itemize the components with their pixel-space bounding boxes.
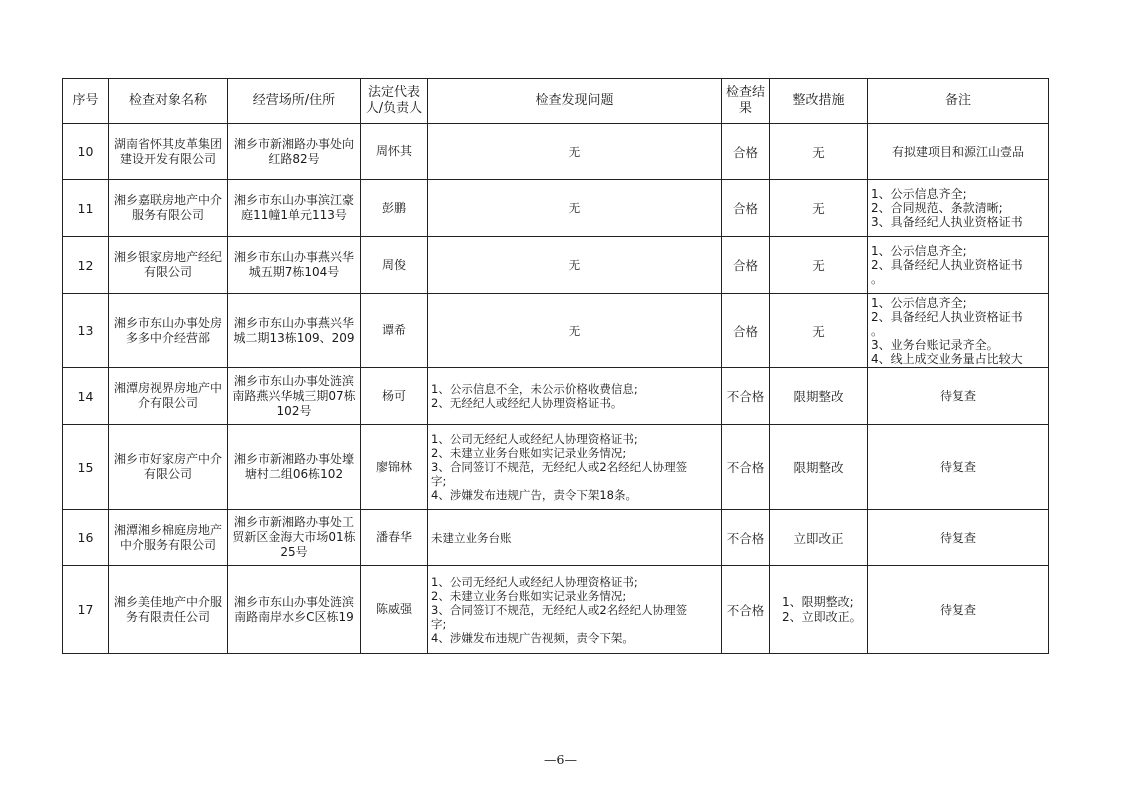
cell-result: 不合格 bbox=[722, 510, 770, 566]
fix-line: 无 bbox=[812, 144, 825, 160]
header-representative: 法定代表人/负责人 bbox=[361, 79, 428, 124]
table-row bbox=[63, 510, 1049, 566]
remarks-list bbox=[871, 187, 1045, 229]
issue-line: 无 bbox=[568, 258, 581, 272]
table-row bbox=[63, 180, 1049, 237]
cell-result: 不合格 bbox=[722, 425, 770, 510]
cell-result: 合格 bbox=[722, 124, 770, 180]
note-line: 2、合同规范、条款清晰; bbox=[871, 201, 1003, 215]
cell-representative: 谭希 bbox=[361, 294, 428, 368]
cell-seq: 14 bbox=[63, 368, 109, 425]
fix-line: 无 bbox=[812, 323, 825, 339]
cell-rectification bbox=[770, 124, 868, 180]
issue-line: 3、合同签订不规范，无经纪人或2名经纪人协理签 bbox=[431, 602, 688, 617]
header-issues: 检查发现问题 bbox=[428, 79, 722, 124]
cell-result: 合格 bbox=[722, 180, 770, 237]
cell-issues bbox=[428, 180, 722, 237]
cell-representative: 周怀其 bbox=[361, 124, 428, 180]
note-line: 待复查 bbox=[939, 602, 976, 617]
cell-issues bbox=[428, 368, 722, 425]
note-line: 。 bbox=[871, 272, 884, 286]
header-rectification: 整改措施 bbox=[770, 79, 868, 124]
cell-seq: 16 bbox=[63, 510, 109, 566]
header-remarks: 备注 bbox=[868, 79, 1049, 124]
cell-issues bbox=[428, 294, 722, 368]
issue-line: 字; bbox=[431, 474, 447, 488]
table-row bbox=[63, 368, 1049, 425]
cell-representative: 潘春华 bbox=[361, 510, 428, 566]
page-number: —6— bbox=[544, 752, 577, 767]
cell-rectification bbox=[770, 566, 868, 654]
cell-seq: 17 bbox=[63, 566, 109, 654]
note-line: 待复查 bbox=[939, 389, 976, 403]
cell-issues bbox=[428, 425, 722, 510]
note-line: 待复查 bbox=[939, 530, 976, 545]
cell-result: 不合格 bbox=[722, 368, 770, 425]
table-row bbox=[63, 425, 1049, 510]
note-line: 1、公示信息齐全; bbox=[871, 295, 967, 310]
cell-representative: 杨可 bbox=[361, 368, 428, 425]
cell-representative: 陈威强 bbox=[361, 566, 428, 654]
note-line: 3、业务台账记录齐全。 bbox=[871, 337, 999, 352]
cell-rectification bbox=[770, 425, 868, 510]
issue-line: 无 bbox=[568, 323, 581, 338]
cell-name: 湘乡市东山办事处房多多中介经营部 bbox=[109, 294, 228, 368]
cell-issues bbox=[428, 510, 722, 566]
table-row bbox=[63, 237, 1049, 294]
fix-line: 无 bbox=[812, 201, 825, 216]
remarks-list bbox=[871, 244, 1045, 286]
cell-rectification bbox=[770, 180, 868, 237]
cell-result: 合格 bbox=[722, 294, 770, 368]
cell-name: 湘乡银家房地产经纪有限公司 bbox=[109, 237, 228, 294]
cell-seq: 15 bbox=[63, 425, 109, 510]
issue-line: 4、涉嫌发布违规广告视频，责令下架。 bbox=[431, 630, 634, 645]
issue-line: 2、未建立业务台账如实记录业务情况; bbox=[431, 446, 627, 460]
note-line: 3、具备经纪人执业资格证书 bbox=[871, 215, 1023, 229]
fix-line: 限期整改 bbox=[793, 389, 844, 404]
note-line: 有拟建项目和源江山壹品 bbox=[891, 144, 1024, 159]
table-header-row bbox=[63, 79, 1049, 124]
fix-line: 限期整改 bbox=[793, 460, 844, 475]
cell-result: 不合格 bbox=[722, 566, 770, 654]
note-line: 2、具备经纪人执业资格证书 bbox=[871, 309, 1023, 324]
cell-seq: 11 bbox=[63, 180, 109, 237]
cell-rectification bbox=[770, 237, 868, 294]
note-line: 2、具备经纪人执业资格证书 bbox=[871, 258, 1023, 272]
note-line: 4、线上成交业务量占比较大 bbox=[871, 351, 1023, 366]
note-line: 1、公示信息齐全; bbox=[871, 187, 967, 201]
remarks-list bbox=[871, 296, 1045, 366]
cell-representative: 廖锦林 bbox=[361, 425, 428, 510]
cell-remarks bbox=[868, 510, 1049, 566]
cell-remarks bbox=[868, 566, 1049, 654]
cell-address: 湘乡市新湘路办事处壕塘村二组06栋102 bbox=[228, 425, 361, 510]
issue-line: 3、合同签订不规范，无经纪人或2名经纪人协理签 bbox=[431, 460, 688, 474]
cell-seq: 10 bbox=[63, 124, 109, 180]
fix-line: 立即改正 bbox=[793, 530, 844, 546]
cell-issues bbox=[428, 566, 722, 654]
cell-result: 合格 bbox=[722, 237, 770, 294]
table-row bbox=[63, 566, 1049, 654]
issue-line: 2、未建立业务台账如实记录业务情况; bbox=[431, 588, 627, 603]
cell-name: 湖南省怀其皮革集团建设开发有限公司 bbox=[109, 124, 228, 180]
cell-issues bbox=[428, 124, 722, 180]
header-name: 检查对象名称 bbox=[109, 79, 228, 124]
table-body bbox=[63, 124, 1049, 654]
cell-rectification bbox=[770, 510, 868, 566]
cell-seq: 12 bbox=[63, 237, 109, 294]
cell-seq: 13 bbox=[63, 294, 109, 368]
cell-address: 湘乡市东山办事处涟滨南路南岸水乡C区栋19 bbox=[228, 566, 361, 654]
fix-line: 无 bbox=[812, 258, 825, 273]
issue-line: 无 bbox=[568, 144, 581, 159]
note-line: 待复查 bbox=[939, 460, 976, 474]
cell-address: 湘乡市东山办事燕兴华城五期7栋104号 bbox=[228, 237, 361, 294]
cell-remarks bbox=[868, 180, 1049, 237]
cell-rectification bbox=[770, 368, 868, 425]
cell-remarks bbox=[868, 368, 1049, 425]
note-line: 1、公示信息齐全; bbox=[871, 244, 967, 258]
cell-name: 湘乡市好家房产中介有限公司 bbox=[109, 425, 228, 510]
cell-remarks bbox=[868, 124, 1049, 180]
issue-line: 2、无经纪人或经纪人协理资格证书。 bbox=[431, 396, 623, 410]
fix-line: 2、立即改正。 bbox=[782, 609, 862, 624]
cell-address: 湘乡市东山办事滨江豪庭11幢1单元113号 bbox=[228, 180, 361, 237]
issue-line: 4、涉嫌发布违规广告，责令下架18条。 bbox=[431, 488, 637, 502]
header-seq: 序号 bbox=[63, 79, 109, 124]
cell-address: 湘乡市东山办事处涟滨南路燕兴华城三期07栋102号 bbox=[228, 368, 361, 425]
cell-representative: 彭鹏 bbox=[361, 180, 428, 237]
cell-representative: 周俊 bbox=[361, 237, 428, 294]
issue-line: 未建立业务台账 bbox=[431, 530, 512, 545]
issue-line: 1、公司无经纪人或经纪人协理资格证书; bbox=[431, 574, 638, 589]
cell-remarks bbox=[868, 425, 1049, 510]
header-result: 检查结果 bbox=[722, 79, 770, 124]
cell-address: 湘乡市新湘路办事处工贸新区金海大市场01栋25号 bbox=[228, 510, 361, 566]
cell-name: 湘潭房视界房地产中介有限公司 bbox=[109, 368, 228, 425]
cell-remarks bbox=[868, 237, 1049, 294]
cell-address: 湘乡市东山办事燕兴华城二期13栋109、209 bbox=[228, 294, 361, 368]
header-address: 经营场所/住所 bbox=[228, 79, 361, 124]
table-row bbox=[63, 294, 1049, 368]
issue-line: 无 bbox=[568, 201, 581, 215]
cell-name: 湘乡美佳地产中介服务有限责任公司 bbox=[109, 566, 228, 654]
issue-line: 字; bbox=[431, 616, 447, 631]
cell-address: 湘乡市新湘路办事处向红路82号 bbox=[228, 124, 361, 180]
inspection-table bbox=[62, 78, 1049, 654]
cell-name: 湘潭湘乡棉庭房地产中介服务有限公司 bbox=[109, 510, 228, 566]
fix-line: 1、限期整改; bbox=[782, 594, 854, 609]
cell-rectification bbox=[770, 294, 868, 368]
issue-line: 1、公司无经纪人或经纪人协理资格证书; bbox=[431, 432, 638, 446]
cell-issues bbox=[428, 237, 722, 294]
table-row bbox=[63, 124, 1049, 180]
note-line: 。 bbox=[871, 323, 884, 338]
cell-remarks bbox=[868, 294, 1049, 368]
cell-name: 湘乡嘉联房地产中介服务有限公司 bbox=[109, 180, 228, 237]
issue-line: 1、公示信息不全，未公示价格收费信息; bbox=[431, 382, 638, 396]
